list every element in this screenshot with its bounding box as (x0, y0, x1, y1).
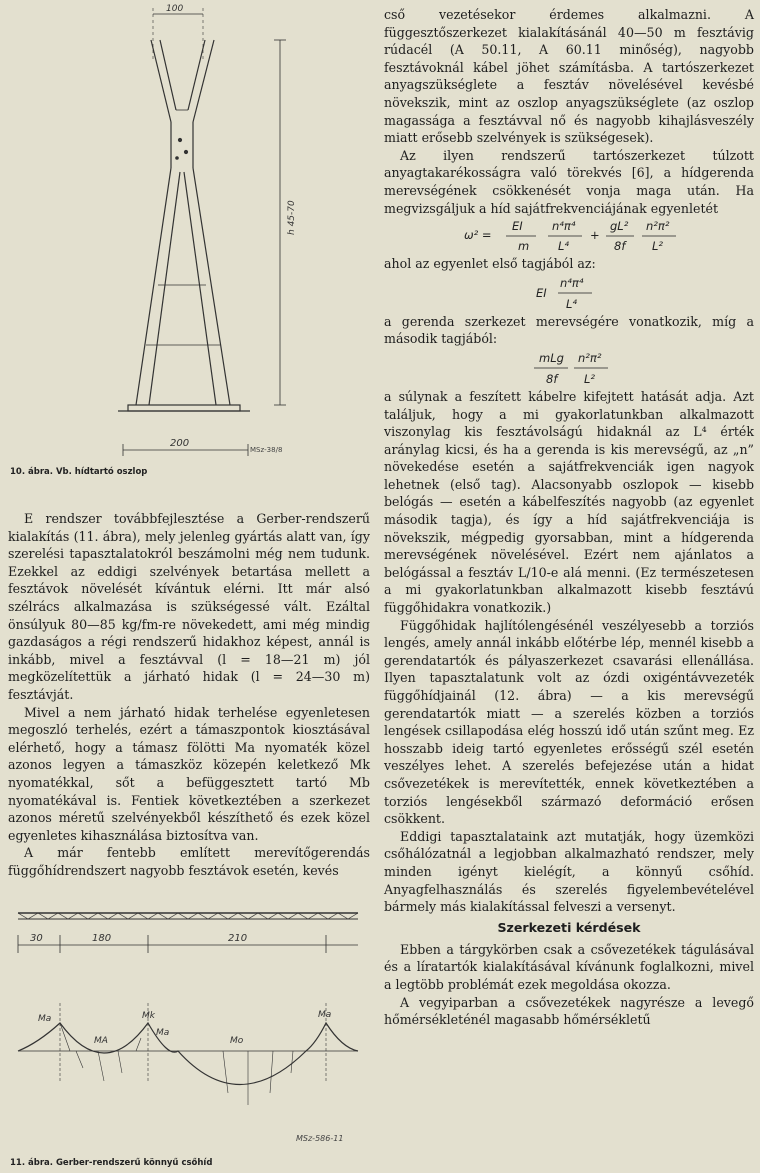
equation-2-den: L⁴ (566, 296, 578, 311)
figure-11-bridge-drawing (8, 883, 370, 1173)
figure-11-label-ma-3: Ma (156, 1028, 170, 1039)
figure-10-column-drawing (8, 0, 370, 478)
equation-1-f4-num: n²π² (646, 219, 670, 234)
right-paragraph-6: Függőhidak hajlítólengésénél veszélyesebb a torziós lengés, amely annál inkább előtérbe lép, mennél kisebb a gerendatartók és pályaszerkezet csavarási ellenállása. Ilyen tapasztalatunk volt az ózdi oxigéntávvezeték függőhídjainál (12. ábra) — a kis merevségű gerendatartók miatt — a szerelés közben a torziós lengések csillapodása elég hosszú idő után szűnt meg. Ez hosszabb ideig tartó egyenletes erősségű szél esetén veszélyes lehet. A szerelés befejezése után a hidat csővezetékek is merevítették, ennek következtében a torziós lengésekből származó deformáció erősen csökkent. (384, 617, 754, 827)
equation-1-f1-den: m (518, 239, 530, 254)
equation-1-f3-den: 8f (614, 239, 626, 254)
figure-11-ref: MSz-586-11 (296, 1134, 344, 1144)
equation-3-f2-den: L² (584, 371, 596, 386)
left-paragraph-1: E rendszer továbbfejlesztése a Gerber-rendszerű kialakítás (11. ábra), mely jelenleg gyártás alatt van, így szerelési tapasztalatokról beszámolni még nem tudunk. Ezekkel az eddigi szelvények betartása mellett a fesztávok növelését kívántuk elérni. Itt már alsó szélrács alkalmazása is szükségessé vált. Ezáltal önsúlyuk 80—85 kg/fm-re növekedett, ami még mindig gazdaságos a régi rendszerű hidakhoz képest, annál is inkább, mivel a fesztávval (l = 18—21 m) jól megközelítettük a járható hidak (l = 24—30 m) fesztávját. (8, 511, 370, 702)
left-column (8, 0, 370, 1173)
right-paragraph-9: A vegyiparban a csővezetékek nagyrésze a levegő hőmérsékleténél magasabb hőmérsékletű (384, 994, 754, 1028)
right-paragraph-8: Ebben a tárgykörben csak a csővezetékek tágulásával és a líratartók kialakításával kívánunk foglalkozni, mivel a legtöbb problémát ezek megoldása okozza. (384, 941, 754, 992)
right-paragraph-4: a gerenda szerkezet merevségére vonatkozik, míg a második tagjából: (384, 313, 754, 347)
right-column (384, 6, 754, 1029)
figure-11-dim-30: 30 (30, 933, 43, 945)
equation-2 (384, 273, 754, 313)
equation-1-f1-num: EI (512, 219, 523, 234)
equation-1-f4-den: L² (652, 239, 664, 254)
figure-11-label-mk: Mk (142, 1011, 155, 1022)
equation-2-num: n⁴π⁴ (560, 275, 584, 290)
equation-1-f2-den: L⁴ (558, 239, 570, 254)
figure-10-dim-side: h 45-70 (287, 200, 297, 235)
right-paragraph-3: ahol az egyenlet első tagjából az: (384, 256, 596, 272)
section-heading: Szerkezeti kérdések (497, 919, 641, 935)
equation-3-f1-num: mLg (539, 350, 564, 365)
left-paragraph-3: A már fentebb említett merevítőgerendás függőhídrendszert nagyobb fesztávok esetén, kevés (8, 845, 370, 878)
equation-1-f2-num: n⁴π⁴ (552, 219, 576, 234)
right-paragraph-5: a súlynak a feszített kábelre kifejtett hatását adja. Azt találjuk, hogy a mi gyakorlatunkban alkalmazott viszonylag kis fesztávolságú hidaknál az L⁴ érték aránylag kicsi, és ha a gerenda is kis merevségű, az „n” növekedése esetén a sajátfrekvenciák igen nagyok lehetnek (első tag). Alacsonyabb oszlopok — kisebb belógás — esetén a kábelfeszítés nagyobb (az egyenlet második tagja), és így a híd sajátfrekvenciája is növekszik, mégpedig gyorsabban, mint a hídgerenda merevségének növelésével. Ezért nem ajánlatos a belógással a fesztáv L/10-e alá menni. (Ez természetesen a mi gyakorlatunkban alkalmazott kisebb fesztávú függőhidakra vonatkozik.) (384, 388, 754, 616)
equation-3 (384, 348, 754, 388)
equation-1-plus: + (590, 228, 600, 243)
equation-2-pre: EI (536, 285, 547, 300)
equation-1 (384, 217, 754, 255)
figure-10-dim-bottom: 200 (170, 438, 190, 449)
equation-3-f2-num: n²π² (578, 350, 602, 365)
right-paragraph-1: cső vezetésekor érdemes alkalmazni. A függesztőszerkezet kialakításánál 40—50 m fesztávig rúdacél (A 50.11, A 60.11 minőség), nagyobb fesztávoknál kábel jöhet számításba. A tartószerkezet anyagszükséglete a fesztáv növelésével kevésbé növekszik, mint az oszlop anyagszükséglete (az oszlop magassága a fesztávval nő és nagyobb kihajlásveszély miatt erősebb szelvények is szükségesek). (384, 7, 754, 146)
equation-3-f1-den: 8f (546, 371, 558, 386)
figure-10-dim-top: 100 (166, 4, 184, 14)
figure-11-label-ma-1: Ma (38, 1014, 52, 1025)
figure-10-ref: MSz-38/8 (250, 446, 283, 454)
right-paragraph-2: Az ilyen rendszerű tartószerkezet túlzott anyagtakarékosságra való törekvés [6], a hídgerenda merevségének csökkenését vonja maga után. Ha megvizsgáljuk a híd sajátfrekvenciájának egyenletét (384, 147, 754, 216)
equation-1-lhs: ω² = (464, 228, 492, 243)
figure-11-dim-210: 210 (228, 933, 248, 945)
figure-11-label-ma-2: MA (94, 1036, 108, 1047)
figure-11-label-ma-4: Ma (318, 1010, 332, 1021)
figure-11-dim-180: 180 (92, 933, 112, 945)
figure-11-caption: 11. ábra. Gerber-rendszerű könnyű csőhíd (10, 1158, 213, 1169)
figure-11-label-mo: Mo (230, 1036, 244, 1047)
equation-1-f3-num: gL² (610, 219, 629, 234)
left-paragraph-2: Mivel a nem járható hidak terhelése egyenletesen megoszló terhelés, ezért a támaszpontok kiosztásával elérhető, hogy a támasz fölötti Ma nyomaték közel azonos legyen a támaszköz közepén keletkező Mk nyomatékkal, sőt a befüggesztett tartó Mb nyomatékával is. Fentiek következtében a szerkezet azonos méretű szelvényekből készíthető és ezek közel egyenletes kihasználása biztosítva van. (8, 704, 370, 843)
figure-10-caption: 10. ábra. Vb. hídtartó oszlop (10, 467, 148, 477)
right-paragraph-7: Eddigi tapasztalataink azt mutatják, hogy üzemközi csőhálózatnál a legjobban alkalmazható rendszer, mely minden igényt kielégít, a könnyű csőhíd. Anyagfelhasználás és szerelés figyelembevételével bármely más kialakítással felveszi a versenyt. (384, 828, 754, 915)
